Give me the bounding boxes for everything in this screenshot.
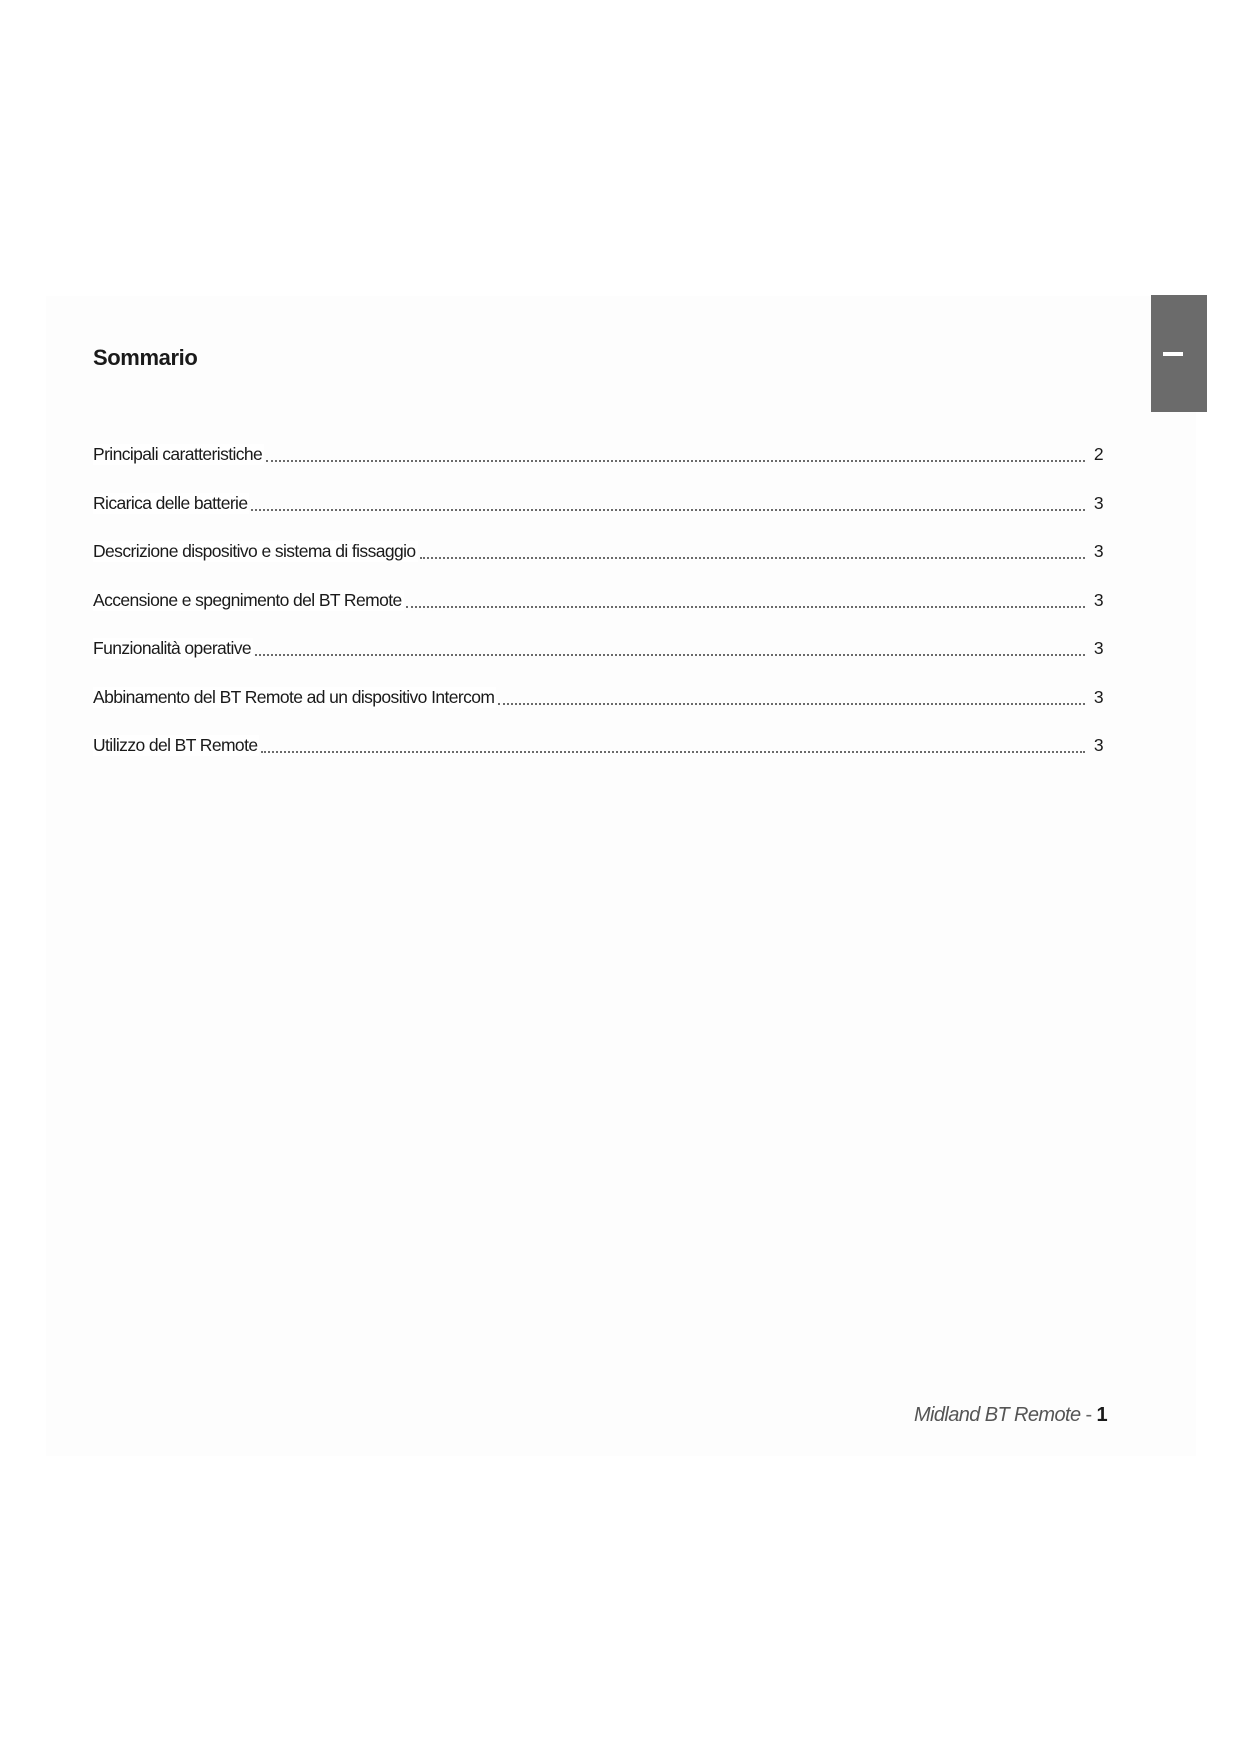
toc-entry-label: Descrizione dispositivo e sistema di fissaggio	[93, 541, 416, 561]
toc-dot-leader	[404, 590, 1089, 612]
toc-entry-label: Funzionalità operative	[93, 638, 252, 658]
toc-entry[interactable]	[93, 638, 1103, 687]
toc-entry-label: Ricarica delle batterie	[93, 492, 248, 513]
toc-entry-page: 3	[1093, 735, 1103, 755]
side-tab-dash-icon	[1163, 352, 1183, 356]
toc-entry-page: 2	[1093, 444, 1103, 464]
toc-entry[interactable]	[93, 735, 1103, 784]
toc-entry-label: Utilizzo del BT Remote	[93, 735, 258, 755]
toc-entry-page: 3	[1093, 492, 1103, 513]
toc-entry-page: 3	[1093, 638, 1103, 658]
toc-dot-leader	[496, 687, 1089, 709]
toc-dot-leader	[418, 541, 1089, 563]
toc-entry-page: 3	[1093, 686, 1103, 707]
page-footer	[914, 1404, 1107, 1427]
toc-dot-leader	[264, 444, 1089, 466]
toc-dot-leader	[249, 493, 1089, 515]
toc-dot-leader	[259, 735, 1089, 757]
toc-dot-leader	[253, 638, 1089, 660]
footer-product-name: Midland BT Remote	[913, 1404, 1081, 1426]
toc-entry-label: Accensione e spegnimento del BT Remote	[93, 589, 402, 610]
toc-entry[interactable]	[93, 590, 1103, 639]
footer-separator: -	[1080, 1404, 1097, 1426]
toc-entry-label: Principali caratteristiche	[93, 444, 263, 464]
toc-entry-label: Abbinamento del BT Remote ad un dispositivo Intercom	[93, 686, 495, 707]
toc-entry[interactable]	[93, 541, 1103, 590]
page-title: Sommario	[93, 345, 198, 370]
toc-entry-page: 3	[1093, 541, 1103, 561]
toc-entry[interactable]	[93, 687, 1103, 736]
footer-page-number: 1	[1096, 1404, 1107, 1426]
table-of-contents	[93, 444, 1103, 784]
toc-entry[interactable]	[93, 444, 1103, 493]
toc-entry[interactable]	[93, 493, 1103, 542]
toc-entry-page: 3	[1093, 589, 1103, 610]
